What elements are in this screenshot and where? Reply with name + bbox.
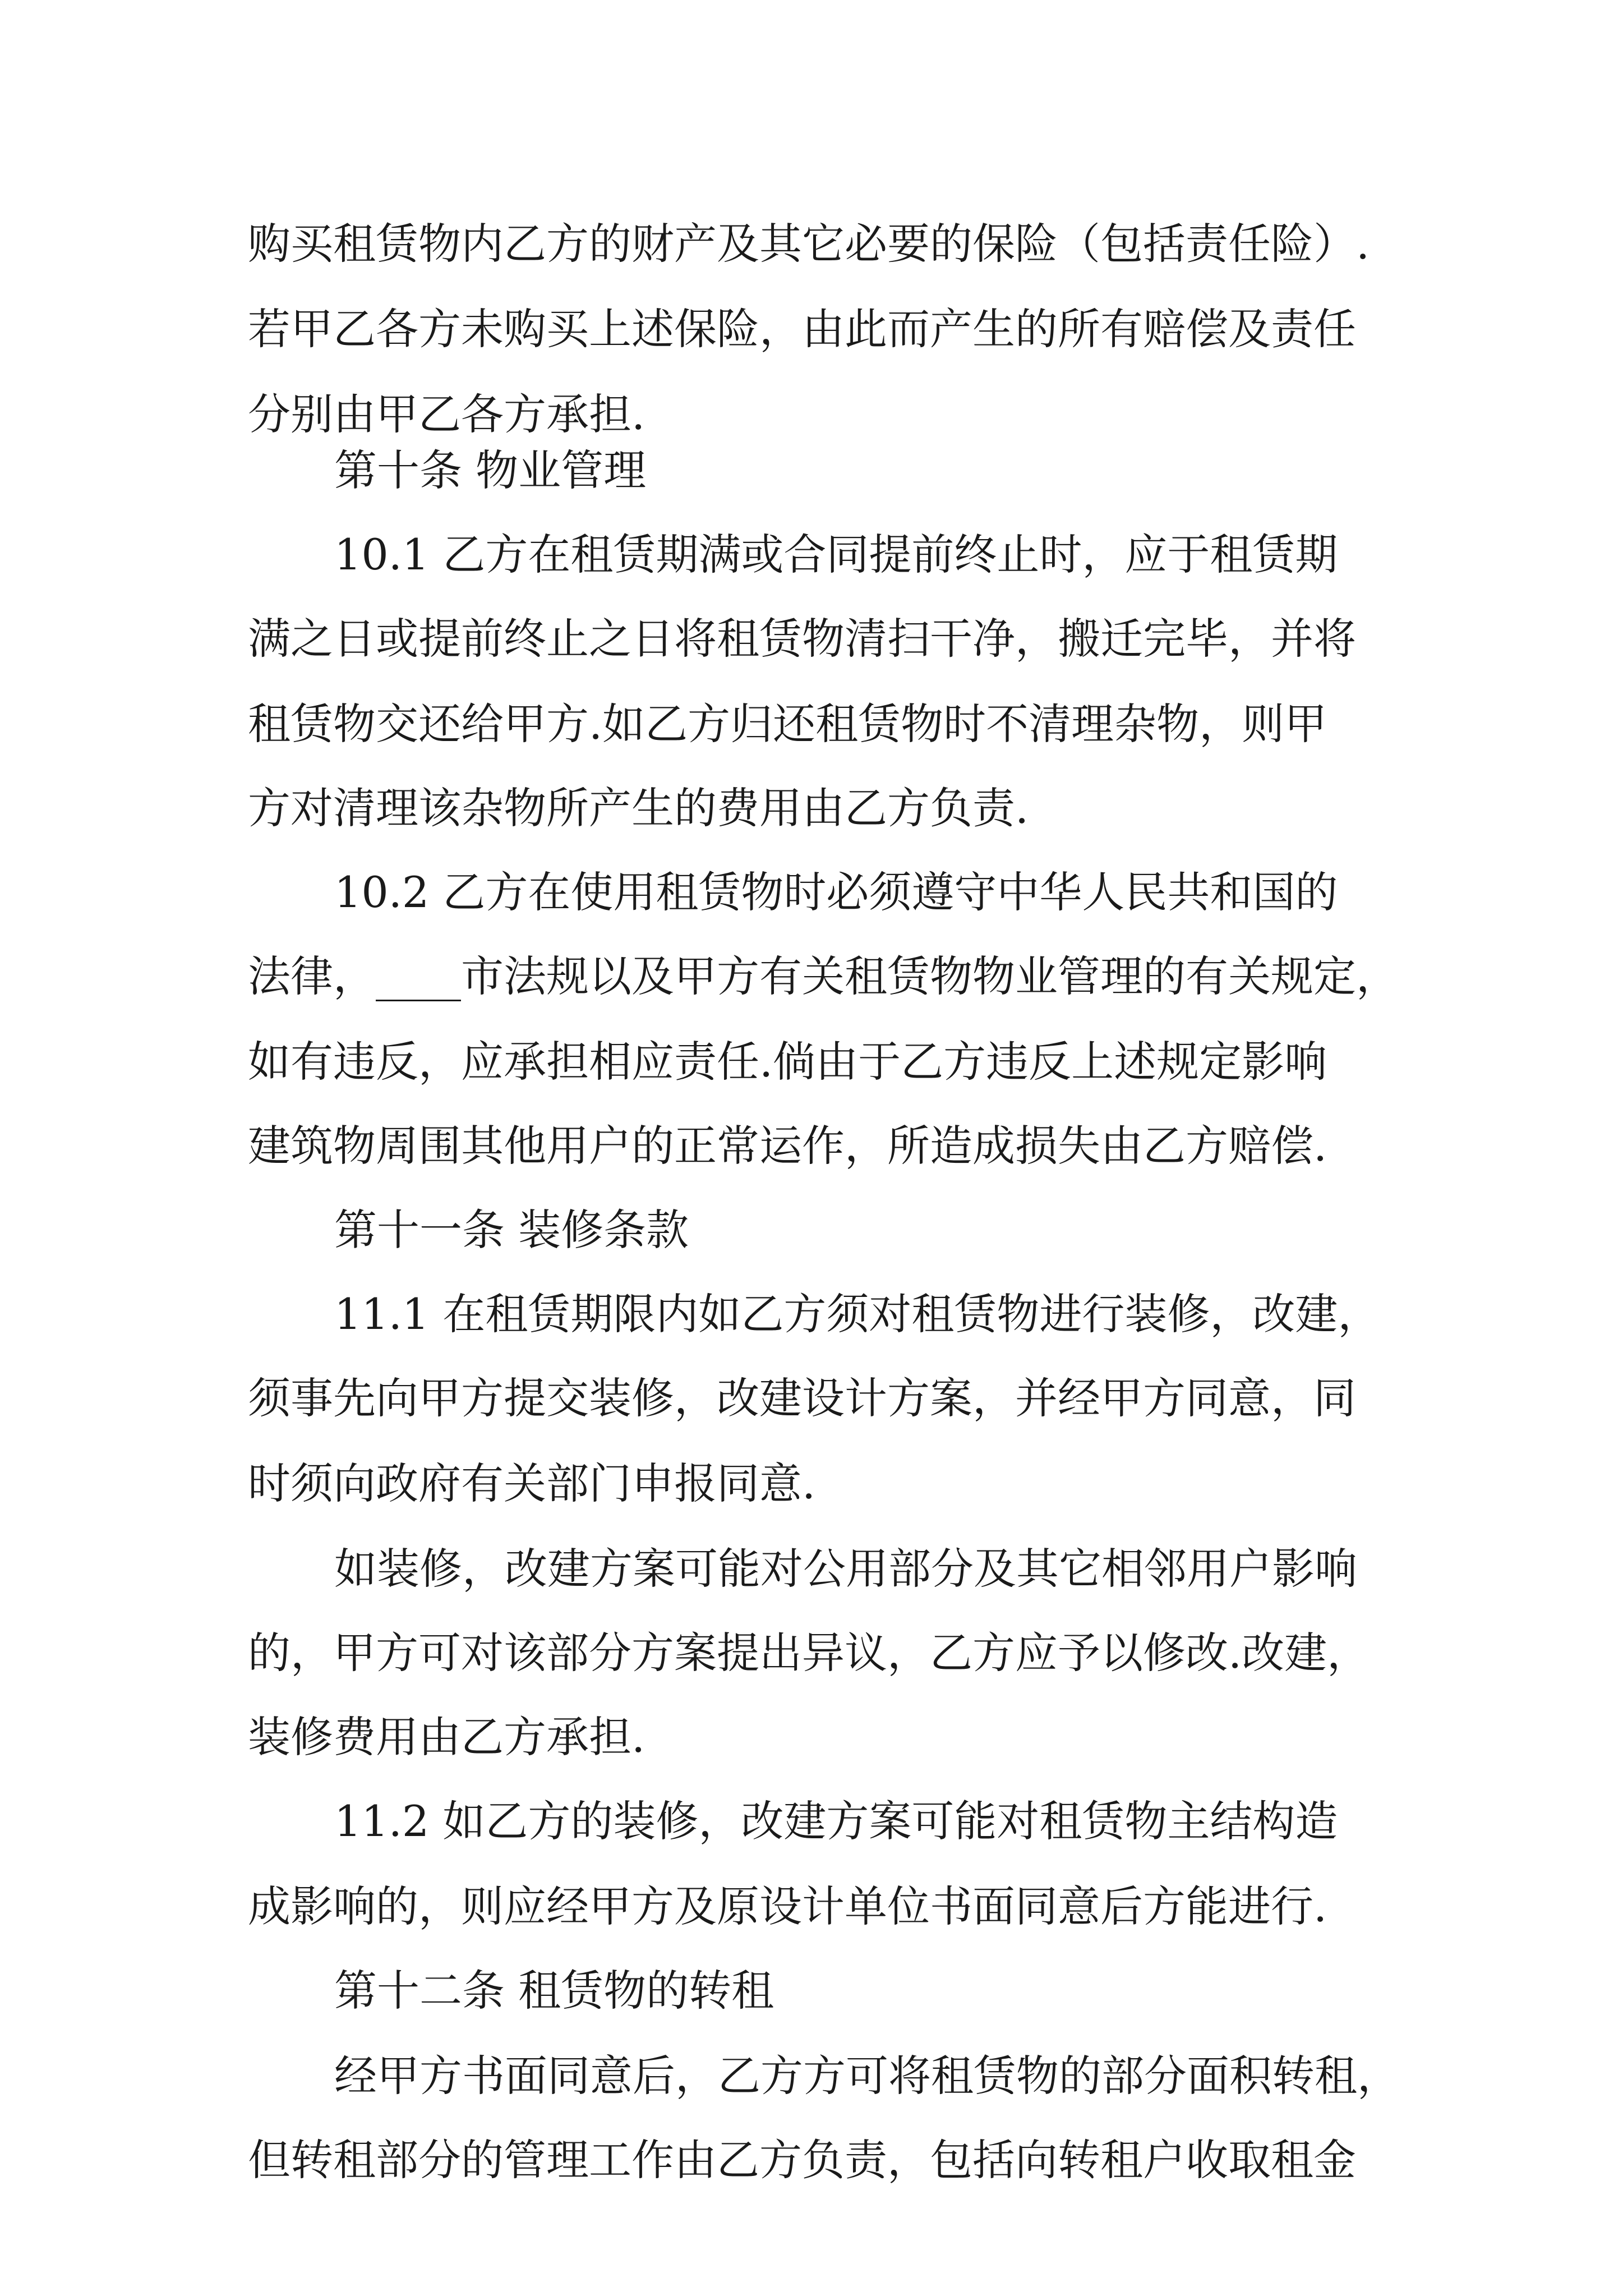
body-text-line: 建筑物周围其他用户的正常运作，所造成损失由乙方赔偿.: [248, 1121, 1327, 1171]
section-heading: 第十条 物业管理: [334, 445, 647, 495]
body-text-line: 须事先向甲方提交装修，改建设计方案，并经甲方同意，同: [248, 1373, 1356, 1423]
section-heading: 第十二条 租赁物的转租: [334, 1966, 774, 2016]
body-text-line: 购买租赁物内乙方的财产及其它必要的保险（包括责任险）.: [248, 219, 1370, 269]
body-text-line: 经甲方书面同意后，乙方方可将租赁物的部分面积转租，: [334, 2051, 1400, 2101]
body-text-line: 若甲乙各方未购买上述保险，由此而产生的所有赔偿及责任: [248, 304, 1356, 354]
body-text-line: 分别由甲乙各方承担.: [248, 389, 645, 439]
body-text-line: 装修费用由乙方承担.: [248, 1712, 645, 1762]
body-text-line: 满之日或提前终止之日将租赁物清扫干净，搬迁完毕，并将: [248, 614, 1356, 664]
body-text-line: 时须向政府有关部门申报同意.: [248, 1458, 816, 1508]
body-text-line: 的，甲方可对该部分方案提出异议，乙方应予以修改.改建，: [248, 1628, 1370, 1678]
body-text-line: 方对清理该杂物所产生的费用由乙方负责.: [248, 783, 1029, 833]
section-heading: 第十一条 装修条款: [334, 1205, 689, 1255]
body-text-line: 10.2 乙方在使用租赁物时必须遵守中华人民共和国的: [334, 867, 1338, 917]
body-text-line: 如装修，改建方案可能对公用部分及其它相邻用户影响: [334, 1544, 1357, 1594]
body-text-line: 如有违反，应承担相应责任.倘由于乙方违反上述规定影响: [248, 1037, 1327, 1087]
body-text-line: 10.1 乙方在租赁期满或合同提前终止时，应于租赁期: [334, 530, 1338, 579]
body-text-line: 租赁物交还给甲方.如乙方归还租赁物时不清理杂物，则甲: [248, 699, 1327, 749]
body-text-line: 11.1 在租赁期限内如乙方须对租赁物进行装修，改建，: [334, 1289, 1381, 1339]
body-text-line: 但转租部分的管理工作由乙方负责，包括向转租户收取租金: [248, 2135, 1356, 2185]
body-text-line: 成影响的，则应经甲方及原设计单位书面同意后方能进行.: [248, 1881, 1327, 1931]
body-text-line: 11.2 如乙方的装修，改建方案可能对租赁物主结构造: [334, 1796, 1338, 1846]
body-text-line: 法律，____市法规以及甲方有关租赁物物业管理的有关规定，: [248, 951, 1399, 1001]
